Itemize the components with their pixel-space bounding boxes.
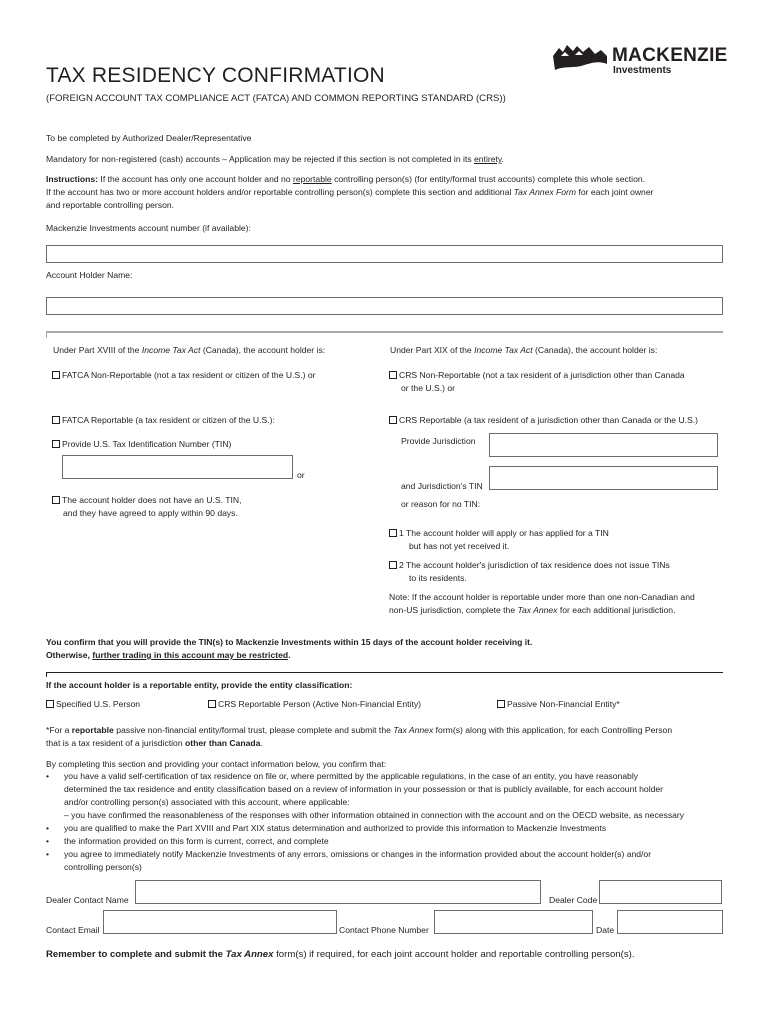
dealer-code-label: Dealer Code	[549, 895, 598, 905]
confirm-line-2: Otherwise, further trading in this account may be restricted.	[46, 650, 291, 660]
dealer-contact-name-label: Dealer Contact Name	[46, 895, 129, 905]
mandatory-text: Mandatory for non-registered (cash) accounts – Application may be rejected if this section is not completed in its entirety.	[46, 154, 504, 164]
specified-us-person-option[interactable]: Specified U.S. Person	[46, 699, 140, 711]
crs-reportable-checkbox[interactable]	[389, 416, 397, 424]
declaration-bullet-1b: determined the tax residence and entity classification based on a review of information in your possession or that is publicly available, for each account holder	[64, 784, 664, 794]
reason-1-option[interactable]: 1 The account holder will apply or has applied for a TIN	[389, 528, 609, 540]
account-holder-field[interactable]	[46, 297, 723, 315]
crs-reportable-person-checkbox[interactable]	[208, 700, 216, 708]
contact-email-field[interactable]	[103, 910, 337, 934]
declaration-bullet-4a: you agree to immediately notify Mackenzie Investments of any errors, omissions or changes in the information provided about the account holder(s) and/or	[64, 849, 652, 859]
entity-footnote-line-1: *For a reportable passive non-financial entity/formal trust, please complete and submit the Tax Annex form(s) along with this application, for each Controlling Person	[46, 725, 673, 735]
fatca-reportable-checkbox[interactable]	[52, 416, 60, 424]
declaration-bullet-1d: – you have confirmed the reasonableness of the responses with other information obtained in connection with the account and on the OECD website, as necessary	[64, 810, 685, 820]
jurisdiction-tin-label: and Jurisdiction's TIN	[401, 481, 483, 491]
right-heading: Under Part XIX of the Income Tax Act (Canada), the account holder is:	[390, 345, 658, 355]
declaration-bullet-3: the information provided on this form is current, correct, and complete	[64, 836, 329, 846]
declaration-bullet-1a: you have a valid self-certification of tax residence on file or, where permitted by the applicable regulations, in the case of an entity, you have reasonably	[64, 771, 639, 781]
contact-phone-label: Contact Phone Number	[339, 925, 429, 935]
no-tin-checkbox[interactable]	[52, 496, 60, 504]
no-tin-option[interactable]: The account holder does not have an U.S. TIN,	[52, 495, 241, 507]
entity-divider	[46, 672, 723, 673]
reason-1-line-2: but has not yet received it.	[409, 541, 510, 551]
logo-name: MACKENZIE	[612, 45, 728, 66]
declaration-bullet-2: you are qualified to make the Part XVIII and Part XIX status determination and authorized to provide this information to Mackenzie Investments	[64, 823, 607, 833]
provide-jurisdiction-label: Provide Jurisdiction	[401, 436, 476, 446]
account-number-field[interactable]	[46, 245, 723, 263]
reason-2-option[interactable]: 2 The account holder's jurisdiction of tax residence does not issue TINs	[389, 560, 670, 572]
crs-reportable-option[interactable]: CRS Reportable (a tax resident of a jurisdiction other than Canada or the U.S.)	[389, 415, 698, 427]
account-holder-label: Account Holder Name:	[46, 270, 133, 280]
reason-2-line-2: to its residents.	[409, 573, 467, 583]
reason-no-tin-label: or reason for no TIN:	[401, 499, 481, 509]
entity-heading: If the account holder is a reportable entity, provide the entity classification:	[46, 680, 353, 690]
crs-non-reportable-line-2: or the U.S.) or	[401, 383, 455, 393]
bullet: •	[46, 836, 50, 846]
logo-sub: Investments	[613, 65, 672, 76]
dealer-code-field[interactable]	[599, 880, 722, 904]
provide-tin-option[interactable]: Provide U.S. Tax Identification Number (TIN)	[52, 439, 231, 451]
page-title: TAX RESIDENCY CONFIRMATION	[46, 64, 385, 87]
us-tin-field[interactable]	[62, 455, 293, 479]
declaration-bullet-1c: and/or controlling person(s) associated with this account, where applicable:	[64, 797, 350, 807]
section-divider	[46, 331, 723, 333]
no-tin-line-2: and they have agreed to apply within 90 days.	[63, 508, 238, 518]
provide-tin-checkbox[interactable]	[52, 440, 60, 448]
declaration-bullet-4b: controlling person(s)	[64, 862, 142, 872]
crs-reportable-person-option[interactable]: CRS Reportable Person (Active Non-Financial Entity)	[208, 699, 421, 711]
contact-phone-field[interactable]	[434, 910, 593, 934]
section-divider-tick	[46, 331, 47, 338]
left-heading: Under Part XVIII of the Income Tax Act (Canada), the account holder is:	[53, 345, 326, 355]
reason-1-checkbox[interactable]	[389, 529, 397, 537]
completed-by-text: To be completed by Authorized Dealer/Representative	[46, 133, 252, 143]
contact-email-label: Contact Email	[46, 925, 100, 935]
passive-nfe-checkbox[interactable]	[497, 700, 505, 708]
instructions-line-2: If the account has two or more account holders and/or reportable controlling person(s) complete this section and additional Tax Annex Form for each joint owner	[46, 187, 654, 197]
entity-divider-tick	[46, 672, 47, 677]
crs-non-reportable-option[interactable]: CRS Non-Reportable (not a tax resident of a jurisdiction other than Canada	[389, 370, 685, 382]
reason-2-checkbox[interactable]	[389, 561, 397, 569]
mackenzie-logo-icon	[551, 42, 611, 74]
instructions-line-1: Instructions: If the account has only one account holder and no reportable controlling person(s) (for entity/formal trust accounts) complete this whole section.	[46, 174, 646, 184]
entity-footnote-line-2: that is a tax resident of a jurisdiction other than Canada.	[46, 738, 263, 748]
jurisdiction-tin-field[interactable]	[489, 466, 718, 490]
note-line-2: non-US jurisdiction, complete the Tax Annex for each additional jurisdiction.	[389, 605, 676, 615]
confirm-line-1: You confirm that you will provide the TIN(s) to Mackenzie Investments within 15 days of the account holder receiving it.	[46, 637, 533, 647]
fatca-non-reportable-checkbox[interactable]	[52, 371, 60, 379]
fatca-reportable-option[interactable]: FATCA Reportable (a tax resident or citizen of the U.S.):	[52, 415, 275, 427]
bullet: •	[46, 771, 50, 781]
crs-non-reportable-checkbox[interactable]	[389, 371, 397, 379]
footer-reminder: Remember to complete and submit the Tax Annex form(s) if required, for each joint account holder and reportable controlling person(s).	[46, 949, 635, 960]
note-line-1: Note: If the account holder is reportable under more than one non-Canadian and	[389, 592, 695, 602]
declaration-intro: By completing this section and providing your contact information below, you confirm that:	[46, 759, 387, 769]
fatca-non-reportable-option[interactable]: FATCA Non-Reportable (not a tax resident or citizen of the U.S.) or	[52, 370, 315, 382]
date-label: Date	[596, 925, 615, 935]
date-field[interactable]	[617, 910, 723, 934]
bullet: •	[46, 823, 50, 833]
page-subtitle: (FOREIGN ACCOUNT TAX COMPLIANCE ACT (FATCA) AND COMMON REPORTING STANDARD (CRS))	[46, 93, 506, 104]
passive-nfe-option[interactable]: Passive Non-Financial Entity*	[497, 699, 620, 711]
bullet: •	[46, 849, 50, 859]
account-number-label: Mackenzie Investments account number (if available):	[46, 223, 251, 233]
specified-us-person-checkbox[interactable]	[46, 700, 54, 708]
jurisdiction-field[interactable]	[489, 433, 718, 457]
dealer-contact-name-field[interactable]	[135, 880, 541, 904]
or-text: or	[297, 470, 305, 480]
instructions-line-3: and reportable controlling person.	[46, 200, 175, 210]
